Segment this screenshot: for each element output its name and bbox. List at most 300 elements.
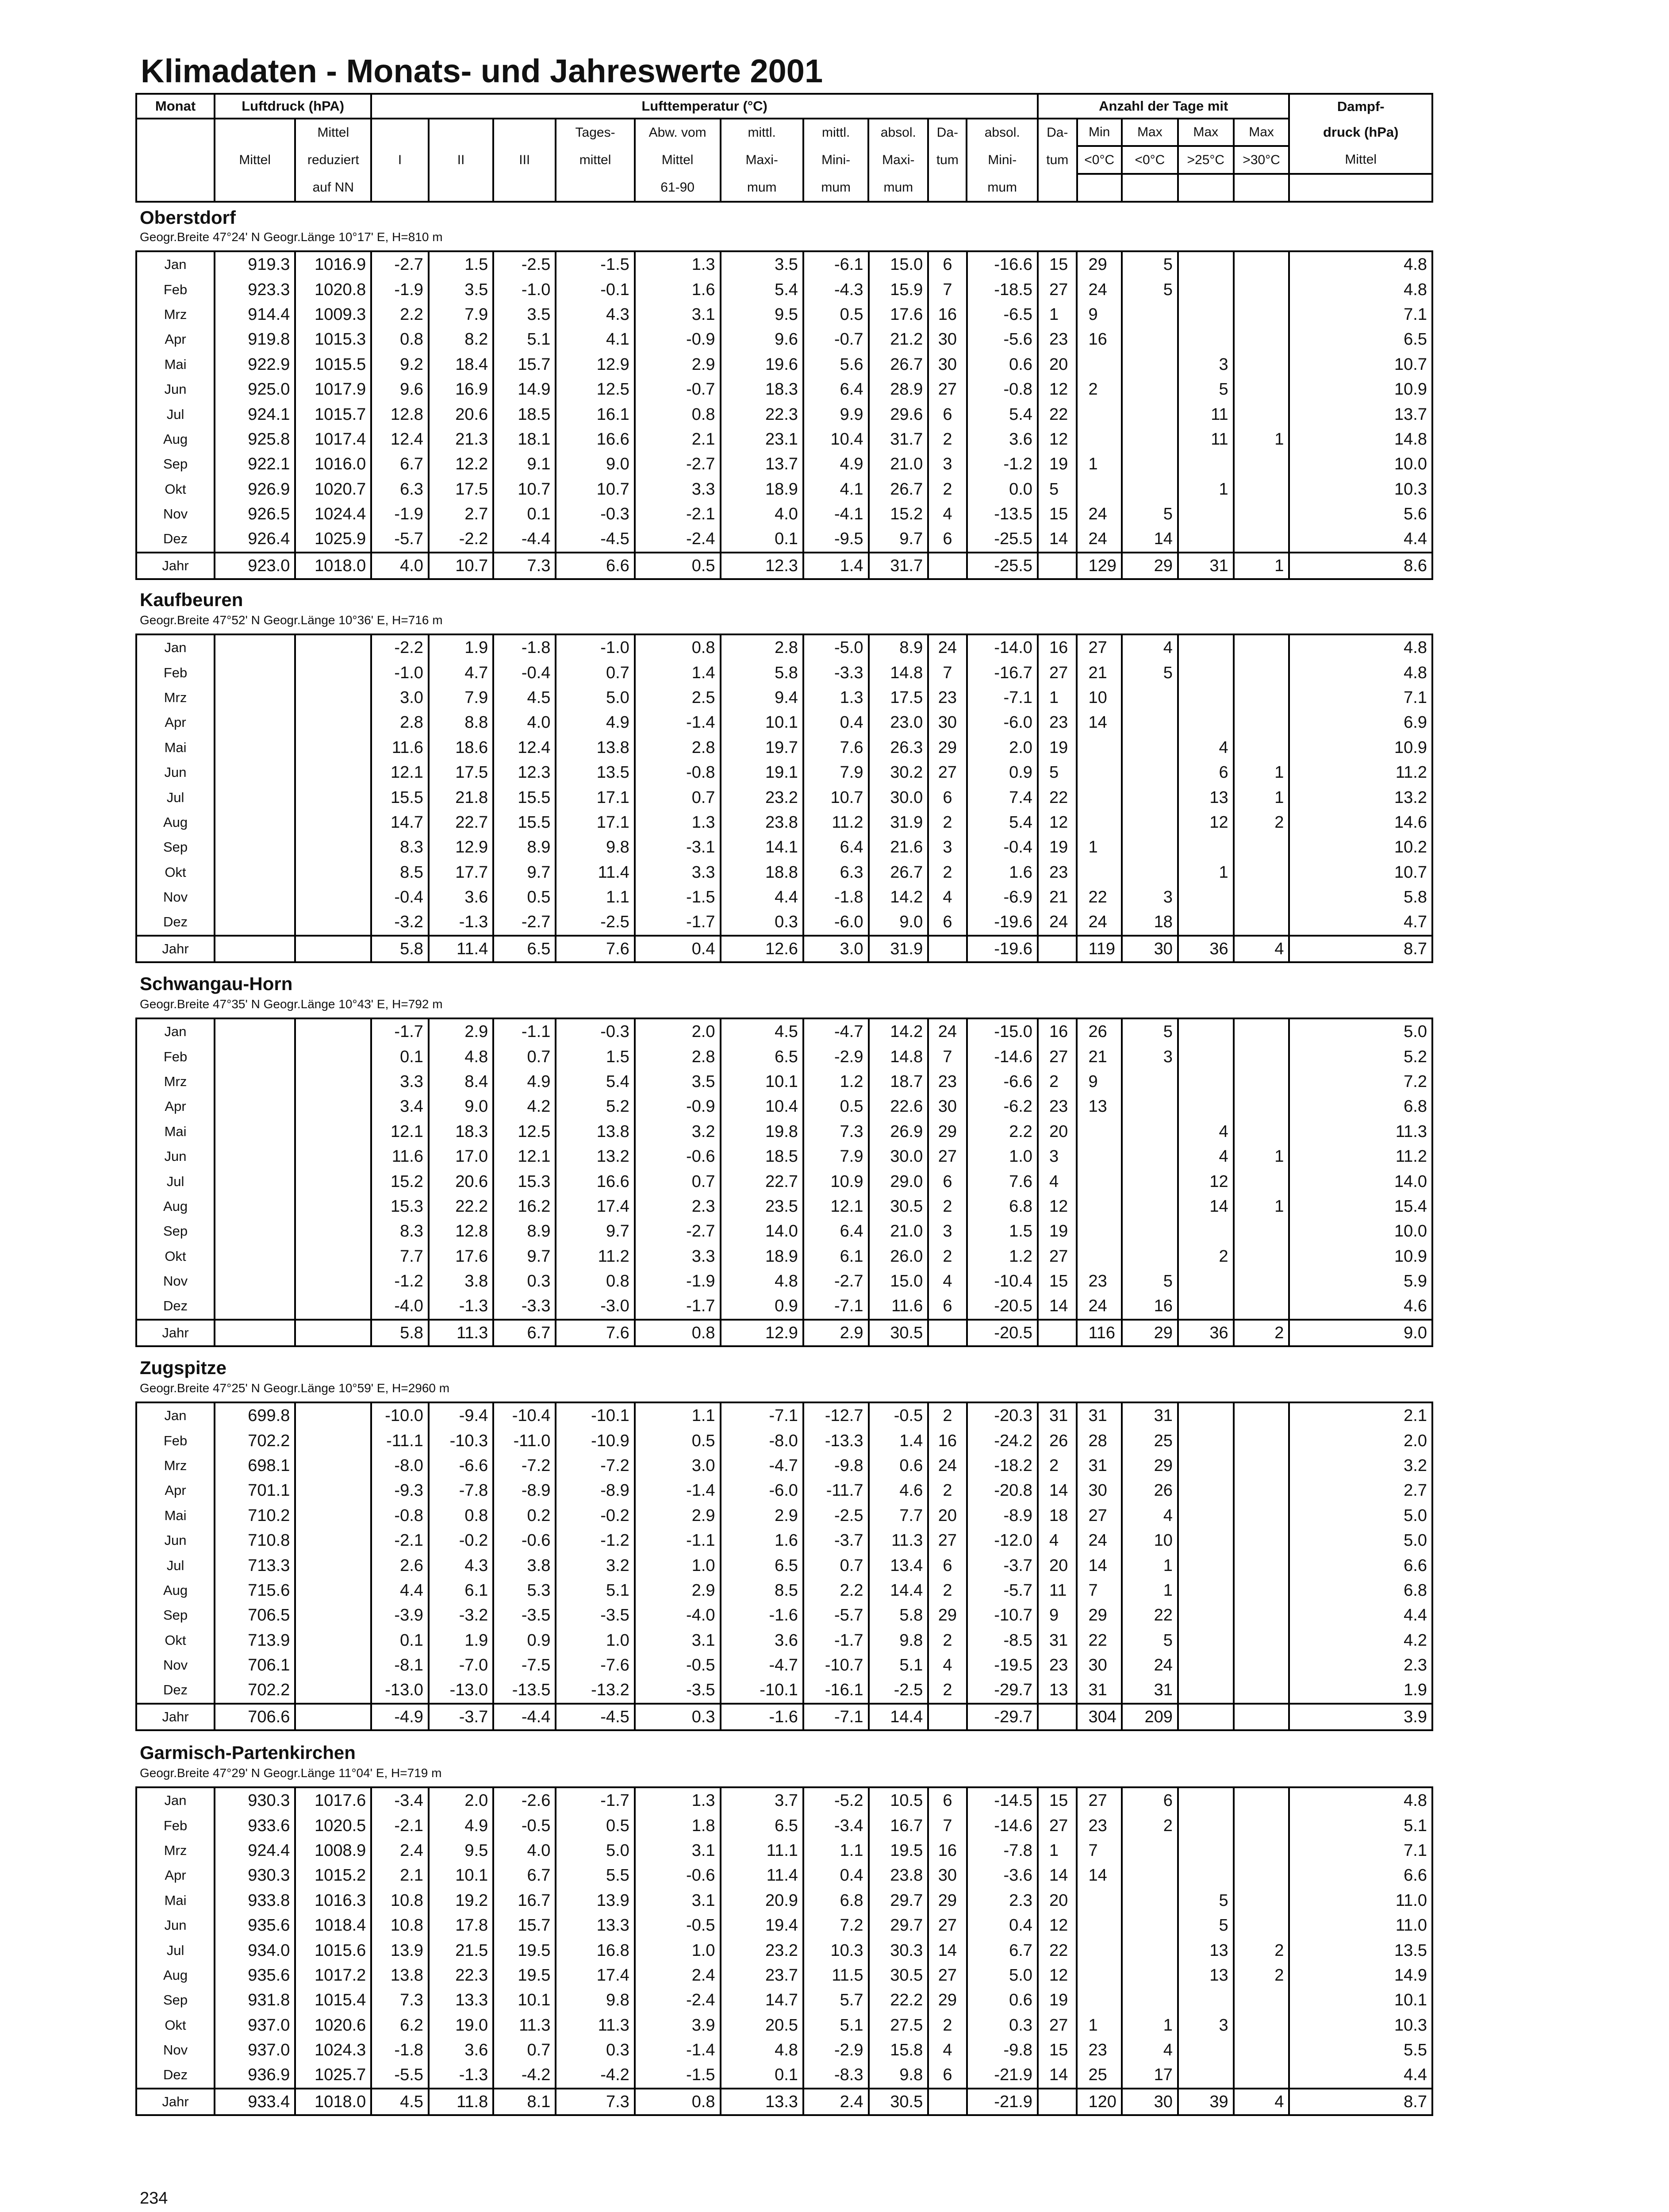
table-cell (1234, 1503, 1289, 1528)
station-geo: Geogr.Breite 47°24' N Geogr.Länge 10°17' E, H=810 m (140, 230, 443, 244)
header-maxi-2: Maxi- (721, 146, 803, 174)
table-cell: 27 (928, 377, 967, 402)
table-cell: 4.1 (803, 477, 869, 502)
table-cell: 3.2 (556, 1553, 634, 1578)
table-cell (1178, 634, 1234, 660)
table-cell: 15 (1038, 251, 1077, 277)
table-cell (1178, 685, 1234, 710)
table-cell: 12 (1038, 810, 1077, 835)
table-cell: 923.3 (215, 277, 295, 302)
table-cell: 9.8 (556, 1988, 634, 2012)
table-cell: 3.0 (371, 685, 429, 710)
table-cell: -0.2 (429, 1528, 493, 1553)
table-cell: -0.7 (803, 327, 869, 352)
table-cell: 22 (1122, 1603, 1178, 1628)
station-geo: Geogr.Breite 47°25' N Geogr.Länge 10°59' E, H=2960 m (140, 1381, 450, 1395)
table-cell (1178, 660, 1234, 685)
table-cell: 10 (1077, 685, 1121, 710)
table-cell: 4.3 (429, 1553, 493, 1578)
table-cell: -3.4 (803, 1813, 869, 1838)
table-cell: 19.7 (721, 735, 803, 760)
table-cell: 22 (1077, 1628, 1121, 1653)
table-cell: 1 (1038, 1838, 1077, 1863)
table-cell: 5.2 (1289, 1044, 1432, 1069)
table-cell: -5.5 (371, 2062, 429, 2088)
table-cell: 24 (928, 1018, 967, 1044)
table-cell (1234, 1603, 1289, 1628)
table-cell (1077, 1913, 1121, 1938)
year-row (136, 936, 1432, 962)
table-cell: 6.7 (967, 1938, 1038, 1962)
table-cell: 10.7 (429, 553, 493, 579)
table-cell (295, 1478, 371, 1503)
table-cell: 5.4 (967, 810, 1038, 835)
table-cell: 15.4 (1289, 1194, 1432, 1219)
table-cell: 10.1 (429, 1863, 493, 1888)
month-label: Jul (136, 1938, 215, 1962)
table-cell (1234, 2038, 1289, 2062)
table-cell: -29.7 (967, 1678, 1038, 1703)
table-cell: -1.1 (493, 1018, 556, 1044)
table-cell (1178, 835, 1234, 860)
table-cell: 209 (1122, 1704, 1178, 1730)
table-cell: 17.0 (429, 1144, 493, 1169)
table-cell: 15 (1038, 502, 1077, 526)
table-cell: 10.3 (1289, 477, 1432, 502)
table-cell: 23.5 (721, 1194, 803, 1219)
station-data-table (135, 1018, 1433, 1347)
table-cell: -18.5 (967, 277, 1038, 302)
table-cell: 3.0 (803, 936, 869, 962)
table-cell (1234, 1018, 1289, 1044)
table-cell: 14 (1038, 1294, 1077, 1319)
table-cell (1077, 352, 1121, 377)
table-cell (1178, 1478, 1234, 1503)
table-cell: -8.0 (371, 1453, 429, 1478)
table-cell: 14.4 (869, 1704, 929, 1730)
table-cell: 2 (928, 427, 967, 452)
table-cell: 5.2 (556, 1094, 634, 1119)
month-row (136, 1503, 1432, 1528)
table-cell: 27 (1038, 2013, 1077, 2038)
table-cell: 14.9 (493, 377, 556, 402)
header-absmax-2: Maxi- (868, 146, 928, 174)
month-row (136, 1219, 1432, 1244)
month-label: Jahr (136, 553, 215, 579)
table-cell: 21.8 (429, 785, 493, 810)
table-cell: 12.1 (371, 1119, 429, 1144)
table-cell: 11.0 (1289, 1913, 1432, 1938)
month-row (136, 835, 1432, 860)
table-cell (1178, 1428, 1234, 1453)
table-cell: 11.3 (429, 1320, 493, 1346)
table-cell: 0.1 (371, 1628, 429, 1653)
table-cell: 6.5 (721, 1813, 803, 1838)
table-cell: 22.3 (429, 1963, 493, 1988)
station-name: Oberstdorf (140, 207, 236, 228)
table-cell: 12.5 (493, 1119, 556, 1144)
table-cell (1038, 553, 1077, 579)
table-cell: 4.4 (1289, 2062, 1432, 2088)
table-cell: 24 (1077, 502, 1121, 526)
table-cell: -8.9 (967, 1503, 1038, 1528)
table-cell: 16.8 (556, 1938, 634, 1962)
year-row (136, 1320, 1432, 1346)
table-cell: 6.3 (371, 477, 429, 502)
month-label: Jun (136, 1913, 215, 1938)
table-cell: 30.3 (869, 1938, 929, 1962)
table-cell: 3.5 (429, 277, 493, 302)
table-cell: -0.3 (556, 502, 634, 526)
table-cell (1122, 1144, 1178, 1169)
table-cell: 25 (1122, 1428, 1178, 1453)
table-cell: -1.4 (635, 1478, 721, 1503)
table-cell: 29 (928, 1119, 967, 1144)
table-cell: 26 (1077, 1018, 1121, 1044)
table-cell: 27 (1038, 660, 1077, 685)
table-cell: 5.6 (1289, 502, 1432, 526)
header-mittel-red-2: reduziert (295, 146, 371, 174)
table-cell: 20 (928, 1503, 967, 1528)
table-cell (295, 685, 371, 710)
table-cell: 5.7 (803, 1988, 869, 2012)
table-cell (1077, 735, 1121, 760)
table-cell: 0.4 (967, 1913, 1038, 1938)
table-cell (1178, 1553, 1234, 1578)
table-cell: 11.5 (803, 1963, 869, 1988)
month-row (136, 302, 1432, 327)
table-cell: 17.6 (869, 302, 929, 327)
table-cell: -9.5 (803, 526, 869, 552)
table-cell: 6.3 (803, 860, 869, 885)
table-cell: 10.4 (803, 427, 869, 452)
table-cell: -13.0 (429, 1678, 493, 1703)
table-cell: -2.7 (493, 910, 556, 935)
table-cell (215, 860, 295, 885)
table-cell: 18.4 (429, 352, 493, 377)
table-cell: 11.3 (869, 1528, 929, 1553)
table-cell: 0.1 (493, 502, 556, 526)
table-cell (1038, 2089, 1077, 2115)
table-cell (928, 553, 967, 579)
table-cell (1178, 251, 1234, 277)
table-cell: -9.3 (371, 1478, 429, 1503)
month-label: Sep (136, 1219, 215, 1244)
table-cell: -1.1 (635, 1528, 721, 1553)
table-cell: 2 (1234, 810, 1289, 835)
table-cell: 0.9 (967, 760, 1038, 785)
table-cell: 12.1 (493, 1144, 556, 1169)
month-row (136, 1553, 1432, 1578)
month-label: Mai (136, 1503, 215, 1528)
table-cell: -2.5 (493, 251, 556, 277)
header-monat: Monat (136, 94, 215, 119)
table-cell: 4 (928, 1653, 967, 1678)
table-cell (1122, 1838, 1178, 1863)
table-cell: -8.9 (556, 1478, 634, 1503)
table-cell: 4.5 (493, 685, 556, 710)
table-cell (1178, 1704, 1234, 1730)
table-cell: 13.9 (556, 1888, 634, 1913)
table-cell: 31 (1122, 1678, 1178, 1703)
table-cell: 29 (1077, 1603, 1121, 1628)
table-cell: 1018.4 (295, 1913, 371, 1938)
table-cell: 9.7 (556, 1219, 634, 1244)
table-cell: 14.7 (371, 810, 429, 835)
table-cell: 11.4 (429, 936, 493, 962)
table-cell: -1.4 (635, 2038, 721, 2062)
table-cell: 0.3 (967, 2013, 1038, 2038)
table-cell: 30.0 (869, 785, 929, 810)
table-cell: 1016.0 (295, 452, 371, 476)
table-cell: 15.3 (493, 1169, 556, 1194)
table-cell: -25.5 (967, 553, 1038, 579)
table-cell: 7.1 (1289, 1838, 1432, 1863)
table-cell (1178, 1018, 1234, 1044)
table-cell: -6.1 (803, 251, 869, 277)
table-cell: 29 (928, 1988, 967, 2012)
table-cell (928, 936, 967, 962)
table-cell: -25.5 (967, 526, 1038, 552)
table-cell: -10.1 (721, 1678, 803, 1703)
table-cell (1234, 1628, 1289, 1653)
table-cell: 28.9 (869, 377, 929, 402)
month-row (136, 1044, 1432, 1069)
table-cell (1122, 760, 1178, 785)
table-cell: 0.8 (635, 1320, 721, 1346)
table-cell: 1.3 (635, 810, 721, 835)
table-cell: -7.2 (493, 1453, 556, 1478)
table-cell: 4.8 (1289, 634, 1432, 660)
table-cell (295, 634, 371, 660)
table-cell: -1.0 (493, 277, 556, 302)
table-cell: 11 (1178, 427, 1234, 452)
table-cell (1077, 785, 1121, 810)
table-cell: 10.9 (1289, 377, 1432, 402)
table-cell: 0.5 (493, 885, 556, 910)
header-dampf-1: Dampf- (1289, 94, 1432, 119)
table-cell: 11.8 (429, 2089, 493, 2115)
month-row (136, 1528, 1432, 1553)
table-cell (215, 785, 295, 810)
table-cell: 2.9 (635, 1578, 721, 1603)
station-data-table (135, 634, 1433, 963)
table-cell: 930.3 (215, 1863, 295, 1888)
table-cell: 21.5 (429, 1938, 493, 1962)
table-cell: 1009.3 (295, 302, 371, 327)
table-cell: 3.1 (635, 1888, 721, 1913)
table-cell: 2.2 (371, 302, 429, 327)
month-row (136, 1838, 1432, 1863)
table-cell: -4.0 (635, 1603, 721, 1628)
table-cell (1178, 1578, 1234, 1603)
table-cell: 6 (1122, 1787, 1178, 1813)
table-cell: -13.5 (967, 502, 1038, 526)
station-data-table (135, 1786, 1433, 2116)
table-cell: 0.6 (967, 1988, 1038, 2012)
table-cell: -3.7 (967, 1553, 1038, 1578)
table-cell: -3.7 (429, 1704, 493, 1730)
table-cell: 14 (928, 1938, 967, 1962)
table-cell: 1020.7 (295, 477, 371, 502)
table-cell (1234, 860, 1289, 885)
table-cell (1234, 302, 1289, 327)
table-cell: 2.7 (429, 502, 493, 526)
table-cell: 2.4 (803, 2089, 869, 2115)
table-cell (215, 1269, 295, 1294)
table-cell (1178, 1988, 1234, 2012)
table-cell: 6.1 (429, 1578, 493, 1603)
table-cell: 11.0 (1289, 1888, 1432, 1913)
table-cell: 14.6 (1289, 810, 1432, 835)
table-cell: 5.8 (1289, 885, 1432, 910)
table-cell: 4 (1038, 1169, 1077, 1194)
table-cell: 0.3 (721, 910, 803, 935)
table-cell (1178, 302, 1234, 327)
header-datum2-1: Da- (1038, 119, 1077, 146)
table-cell: 23 (1038, 860, 1077, 885)
table-cell (1122, 1863, 1178, 1888)
table-cell: 30 (1122, 2089, 1178, 2115)
table-cell: 4.0 (721, 502, 803, 526)
table-cell: 10.9 (1289, 1244, 1432, 1269)
table-cell: 1.6 (635, 277, 721, 302)
year-row (136, 1704, 1432, 1730)
month-label: Jahr (136, 936, 215, 962)
header-absmax-3: mum (868, 174, 928, 202)
table-cell (1077, 760, 1121, 785)
month-row (136, 1913, 1432, 1938)
table-cell: 10.1 (721, 710, 803, 735)
table-cell: -2.7 (803, 1269, 869, 1294)
table-cell: 2.2 (967, 1119, 1038, 1144)
table-cell (1122, 1888, 1178, 1913)
table-cell: -1.2 (556, 1528, 634, 1553)
table-cell: 4 (928, 502, 967, 526)
station-data-table (135, 1402, 1433, 1731)
table-cell: 4.6 (869, 1478, 929, 1503)
table-cell: 11.2 (1289, 1144, 1432, 1169)
month-row (136, 1194, 1432, 1219)
table-cell: 10.2 (1289, 835, 1432, 860)
table-cell: 1 (1234, 760, 1289, 785)
month-row (136, 810, 1432, 835)
document-title: Klimadaten - Monats- und Jahreswerte 2001 (141, 53, 823, 89)
table-cell: 7.9 (429, 685, 493, 710)
table-cell (1234, 1553, 1289, 1578)
table-cell (1077, 402, 1121, 426)
table-cell: 7.1 (1289, 685, 1432, 710)
table-cell: 39 (1178, 2089, 1234, 2115)
table-cell: 3.3 (371, 1069, 429, 1094)
table-cell: 5 (1122, 1018, 1178, 1044)
table-cell: 0.4 (803, 710, 869, 735)
table-cell: 4.4 (1289, 1603, 1432, 1628)
month-label: Mrz (136, 1838, 215, 1863)
table-cell: 20.6 (429, 1169, 493, 1194)
table-cell: 923.0 (215, 553, 295, 579)
table-cell: 7 (928, 277, 967, 302)
header-min-1: Min (1077, 119, 1122, 146)
table-cell: 3.9 (1289, 1704, 1432, 1730)
table-cell: 4 (1122, 1503, 1178, 1528)
station-name: Schwangau-Horn (140, 973, 293, 994)
table-cell: 25 (1077, 2062, 1121, 2088)
table-cell (1077, 1194, 1121, 1219)
table-cell (1178, 1402, 1234, 1428)
table-cell (1234, 885, 1289, 910)
table-cell: 13.8 (556, 735, 634, 760)
table-cell: 0.5 (803, 1094, 869, 1119)
table-cell: 2.3 (967, 1888, 1038, 1913)
table-cell: -6.2 (967, 1094, 1038, 1119)
table-cell (1234, 1863, 1289, 1888)
table-cell: 7.3 (371, 1988, 429, 2012)
table-cell (295, 1244, 371, 1269)
table-cell: 3.4 (371, 1094, 429, 1119)
table-cell: 7.6 (556, 936, 634, 962)
table-cell (1234, 1219, 1289, 1244)
table-cell: -10.7 (803, 1653, 869, 1678)
page-number: 234 (140, 2189, 168, 2208)
month-row (136, 1269, 1432, 1294)
table-cell: 930.3 (215, 1787, 295, 1813)
table-cell: 16.1 (556, 402, 634, 426)
table-cell: 23.8 (721, 810, 803, 835)
table-cell: -6.0 (803, 910, 869, 935)
table-cell: 4.6 (1289, 1294, 1432, 1319)
table-cell (1178, 885, 1234, 910)
table-cell: 13 (1178, 1963, 1234, 1988)
table-cell: 1015.3 (295, 327, 371, 352)
table-cell: 10.0 (1289, 452, 1432, 476)
table-cell (1038, 936, 1077, 962)
table-cell: 1 (1234, 553, 1289, 579)
header-tages-2: mittel (556, 146, 634, 174)
table-cell: 4 (1122, 634, 1178, 660)
table-cell: 2 (928, 810, 967, 835)
table-cell: 6.4 (803, 377, 869, 402)
month-row (136, 251, 1432, 277)
table-cell (1234, 251, 1289, 277)
table-cell: 5.1 (556, 1578, 634, 1603)
table-cell: 27 (1038, 1044, 1077, 1069)
table-cell: 4.8 (1289, 1787, 1432, 1813)
table-cell: 21.3 (429, 427, 493, 452)
table-cell: 30.5 (869, 2089, 929, 2115)
table-cell: 3.8 (429, 1269, 493, 1294)
table-cell (215, 1244, 295, 1269)
table-cell: 16 (1038, 1018, 1077, 1044)
table-cell (1122, 1988, 1178, 2012)
table-cell: 21 (1038, 885, 1077, 910)
table-cell: 11.2 (1289, 760, 1432, 785)
month-label: Jahr (136, 1704, 215, 1730)
table-cell: 924.1 (215, 402, 295, 426)
table-cell (295, 1678, 371, 1703)
table-cell: 10.7 (1289, 352, 1432, 377)
table-cell: 6.2 (371, 2013, 429, 2038)
table-cell (295, 1094, 371, 1119)
table-cell: 1008.9 (295, 1838, 371, 1863)
table-cell: 10.1 (721, 1069, 803, 1094)
table-cell: 26.3 (869, 735, 929, 760)
table-cell: 26.7 (869, 860, 929, 885)
table-cell (1077, 1938, 1121, 1962)
table-cell: 4.8 (1289, 660, 1432, 685)
table-cell: -19.6 (967, 910, 1038, 935)
table-cell (1234, 327, 1289, 352)
